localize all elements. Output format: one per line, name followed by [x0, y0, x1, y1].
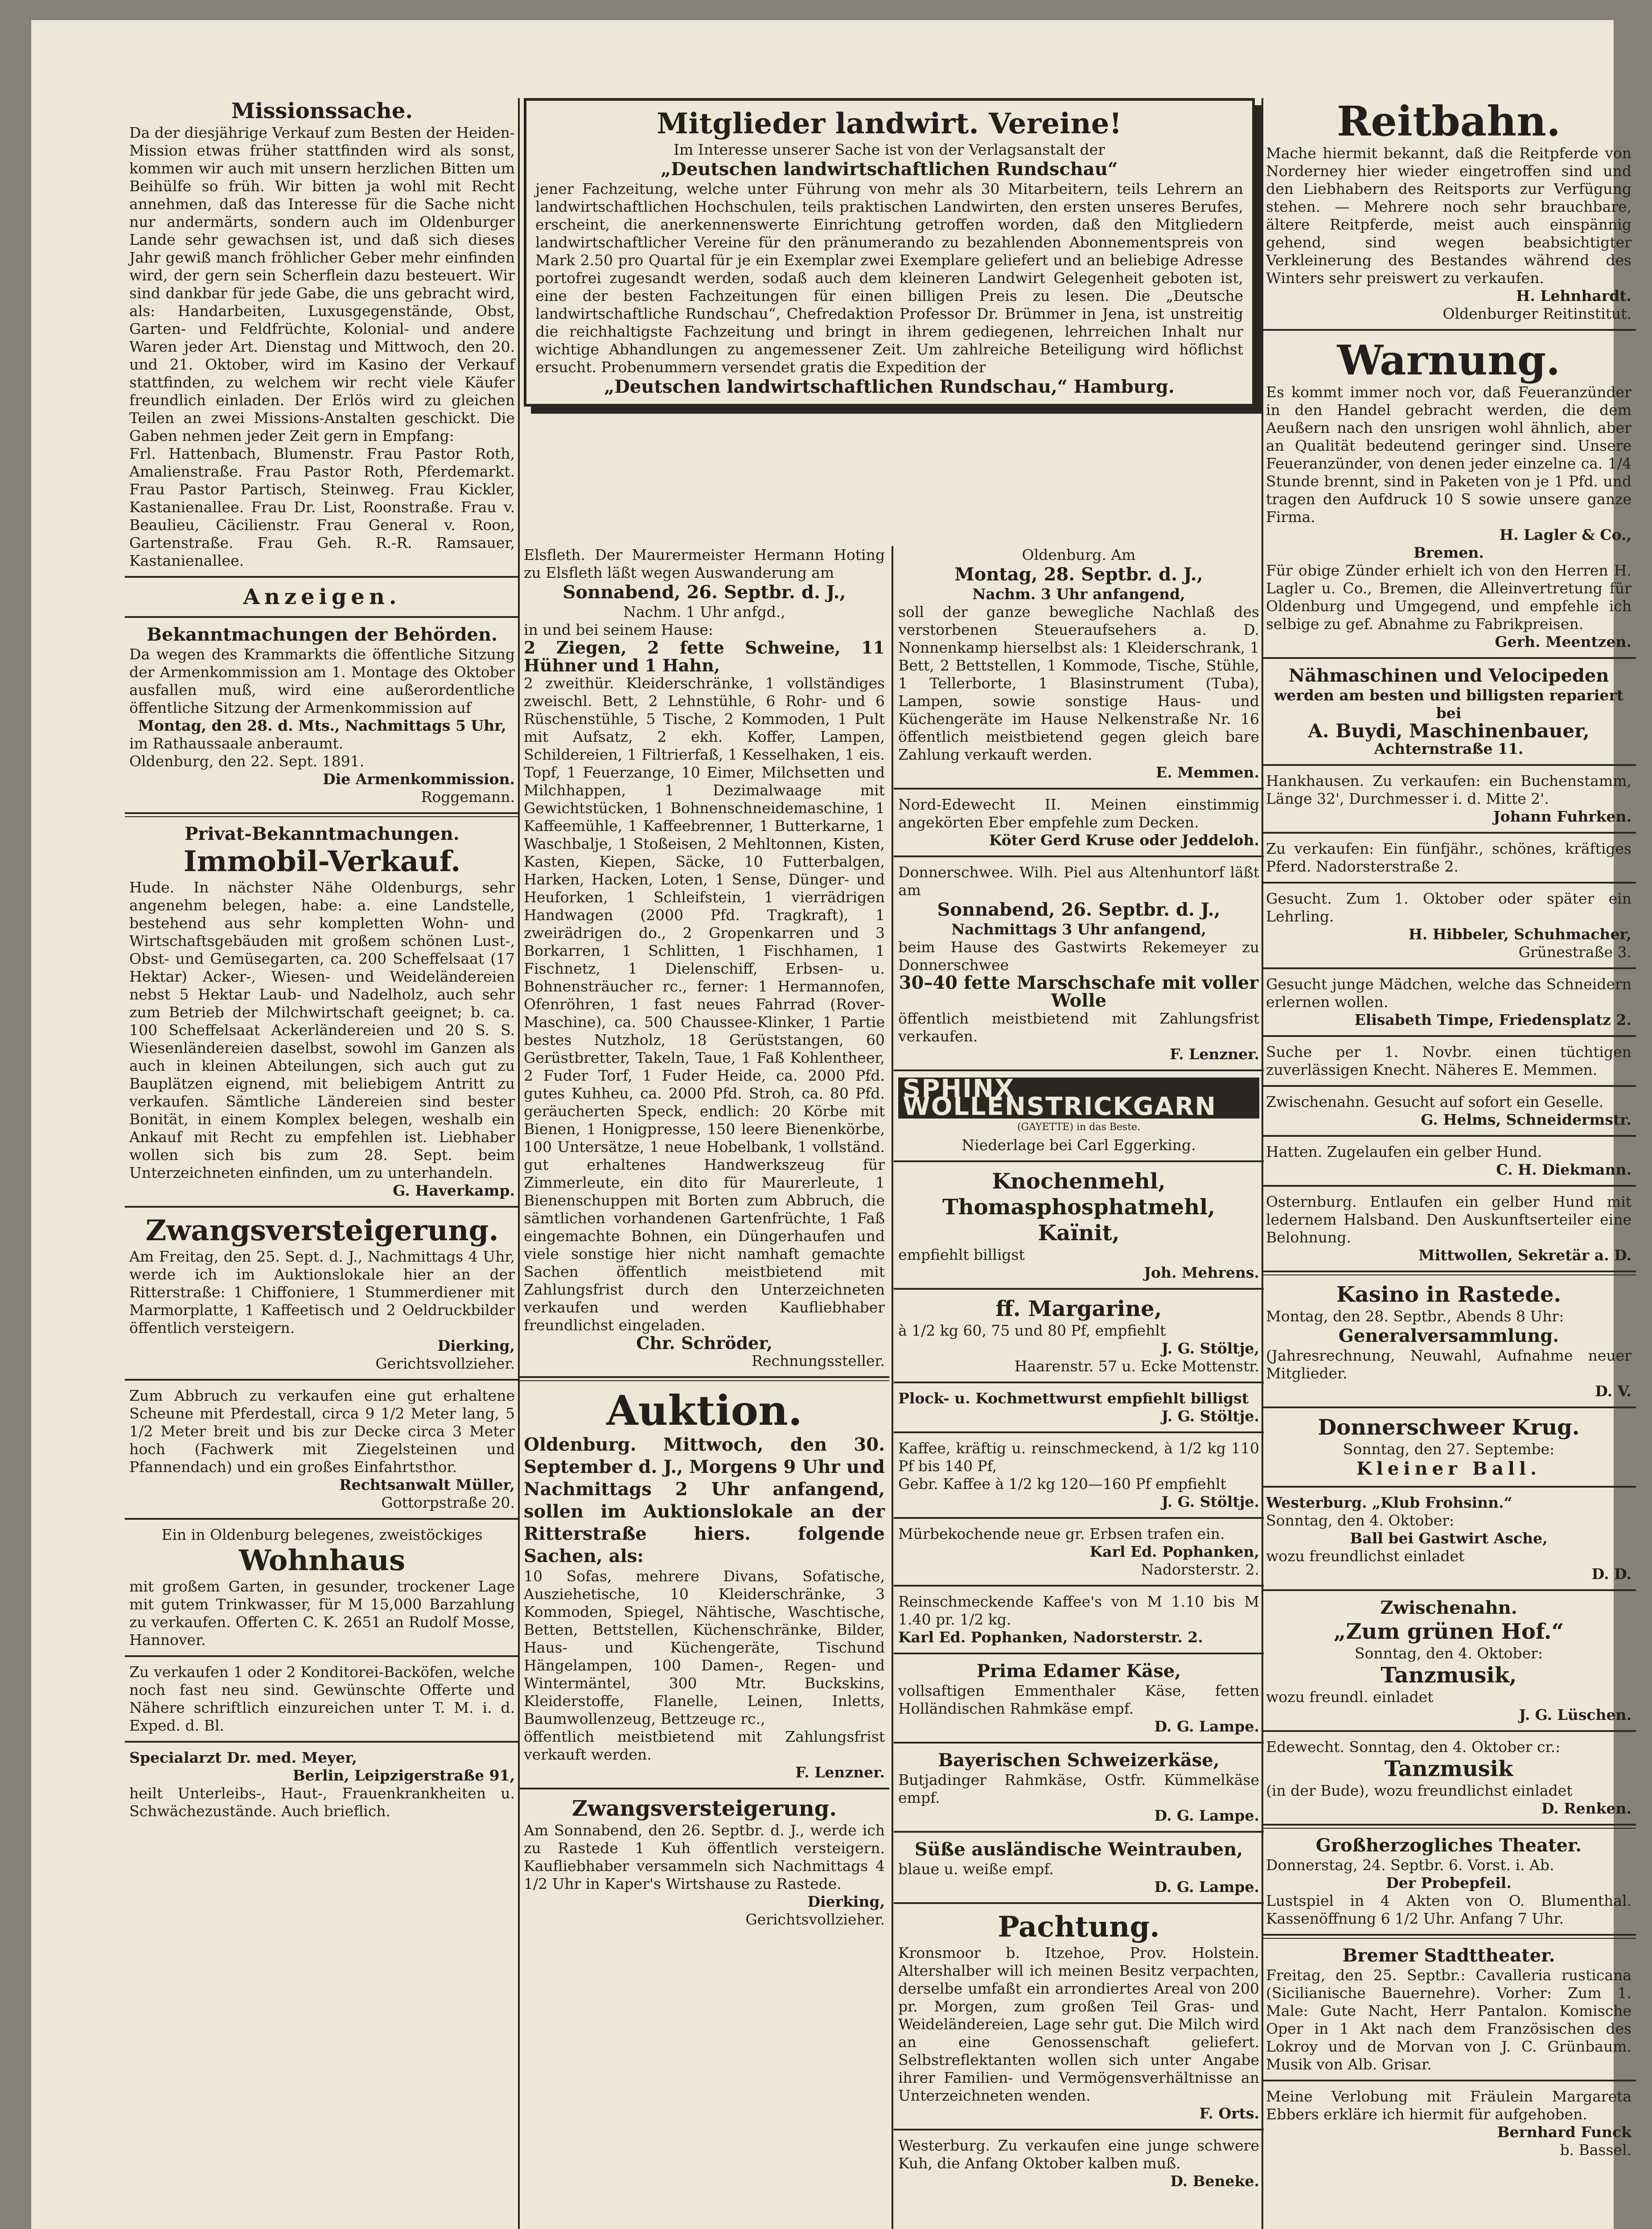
donner-items: 30–40 fette Marschschafe mit voller Wolle [899, 972, 1259, 1011]
arzt-title: Specialarzt Dr. med. Meyer, [129, 1749, 357, 1766]
frohsinn-ad [1262, 1494, 1636, 1583]
zwang2-sign: Dierking, [807, 1893, 885, 1910]
lagler-sign: H. Lagler & Co., [1499, 526, 1631, 543]
reit-text: Mache hiermit bekannt, daß die Reitpferde von Norderney hier wieder eingetroffen sind und den Liebhabern des Reitsports zur Verfügung stehen. — Mehrere noch sehr brauchbare, ältere Reitpferde, meist auch einspännig gehend, sind wegen beabsichtigter Verkleinerung des Bestandes während des Winters sehr preiswert zu verkaufen. [1266, 144, 1631, 287]
hof-title: Zwischenahn. [1380, 1597, 1517, 1618]
bremer-title: Bremer Stadttheater. [1342, 1945, 1555, 1966]
hof-event: Tanzmusik, [1381, 1663, 1517, 1688]
immobil-text: Hude. In nächster Nähe Oldenburgs, sehr angenehm belegen, habe: a. eine Landstelle, bestehend aus sehr kompletten Wohn- und Wirtschaftsgebäuden mit großem schönen Lust-, Obst- und Gemüsegarten, ca. 200 Scheffelsaat (17 Hektar) Acker-, Wiesen- und Weideländereien nebst 5 Hektar Laub- und Nadelholz, auch sehr zum Betrieb der Milchwirtschaft geeignet; b. ca. 100 Scheffelsaat Ackerländereien und 20 S. S. Wiesenländereien daselbst, sowohl im Ganzen als auch in kleinen Abteilungen, sich auch gut zu Bauplätzen eignend, mit beliebigem Antritt zu verkaufen. Sämtliche Ländereien sind bester Bonität, in einem Komplex belegen, weshalb ein Ankauf mit Recht zu empfehlen ist. Liebhaber wollen sich bis zum 28. Sept. beim Unterzeichneten einfinden, um zu unterhandeln. [129, 879, 515, 1181]
behoerden-name: Roggemann. [421, 788, 515, 806]
frohsinn-text: wozu freundlichst einladet [1266, 1547, 1465, 1565]
zwisch-ad [1262, 1093, 1636, 1129]
auktion-title: Auktion. [606, 1386, 802, 1435]
pferd-ad [1262, 840, 1636, 876]
behoerden-place: im Rathaussaale anberaumt. [129, 735, 344, 752]
wohnhaus-text: mit großem Garten, in gesunder, trockener Lage mit gutem Trinkwasser, für M 15,000 Barzahlung zu verkaufen. Offerten C. K. 2651 an Rudolf Mosse, Hannover. [129, 1578, 515, 1649]
divider [519, 1788, 889, 1789]
donner-text: Donnerschwee. Wilh. Piel aus Altenhuntorf läßt am [898, 864, 1259, 899]
divider [894, 1431, 1264, 1433]
zwang-ad [125, 1214, 519, 1373]
auktion-end: öffentlich meistbietend mit Zahlungsfrist verkauft werden. [524, 1728, 885, 1763]
kaffee-text2: Gebr. Kaffee à 1/2 kg 120—160 Pf empfiehlt [898, 1475, 1226, 1493]
verlobung-sign: Bernhard Funck [1497, 2123, 1631, 2141]
divider [1262, 1824, 1636, 1829]
oster-text: Osternburg. Entlaufen ein gelber Hund mit ledernem Halsband. Den Auskunftserteiler eine Belohnung. [1266, 1193, 1631, 1246]
behoerden-sign: Die Armenkommission. [323, 770, 515, 788]
divider [894, 855, 1264, 857]
erbsen-addr: Nadorsterstr. 2. [1141, 1561, 1259, 1578]
abbruch-addr: Gottorpstraße 20. [381, 1494, 515, 1511]
bayer-title: Bayerischen Schweizerkäse, [938, 1750, 1220, 1771]
divider [1262, 1730, 1636, 1732]
zwang2-text: Am Sonnabend, den 26. Septbr. d. J., werde ich zu Rastede 1 Kuh öffentlich versteigern. Kaufliebhaber versammeln sich Nachmittags 4 1/2 Uhr in Kaper's Wirtshause zu Rastede. [524, 1822, 885, 1892]
verlobung-text: Meine Verlobung mit Fräulein Margareta Ebbers erkläre ich hiermit für aufgehoben. [1266, 2088, 1631, 2123]
wohnhaus-title: Wohnhaus [239, 1544, 405, 1577]
reit-sign: H. Lehnhardt. [1516, 287, 1631, 304]
divider [125, 576, 519, 578]
zwang-title: Zwangsversteigerung. [145, 1214, 499, 1247]
hank-text: Hankhausen. Zu verkaufen: ein Buchenstamm, Länge 32', Durchmesser i. d. Mitte 2'. [1266, 772, 1631, 807]
naeh-addr: Achternstraße 11. [1374, 740, 1524, 757]
knochen-ad [894, 1168, 1264, 1282]
landwirt-paper2: „Deutschen landwirtschaftlichen Rundschau,“ Hamburg. [604, 376, 1175, 397]
divider [1262, 1406, 1636, 1408]
plock-sign: J. G. Stöltje. [1161, 1407, 1259, 1425]
edewecht-text: Edewecht. Sonntag, den 4. Oktober cr.: [1266, 1738, 1561, 1756]
kasino-text: Montag, den 28. Septbr., Abends 8 Uhr: [1266, 1308, 1564, 1325]
donner-end: öffentlich meistbietend mit Zahlungsfrist verkaufen. [898, 1010, 1259, 1045]
donner-sign: F. Lenzner. [1170, 1045, 1259, 1063]
column-4 [1262, 98, 1636, 2159]
divider [1262, 2080, 1636, 2081]
frohsinn-date: Sonntag, den 4. Oktober: [1266, 1512, 1455, 1529]
kasino-sign: D. V. [1595, 1382, 1631, 1400]
landwirt-text1: Im Interesse unserer Sache ist von der Verlagsanstalt der [673, 141, 1105, 158]
elsfleth-text2: 2 zweithür. Kleiderschränke, 1 vollständiges zweischl. Bett, 2 Lehnstühle, 6 Rohr- und 6 Rüschenstühle, 5 Tische, 2 Kommoden, 1 Pult mit Aufsatz, 2 ekh. Koffer, Lampen, Schildereien, 1 Filtrierfaß, 1 Kesselhaken, 1 eis. Topf, 1 Feuerzange, 10 Eimer, Milchsetten und Milchhappen, 1 Dezimalwaage mit Gewichtstücken, 1 Bohnenschneidemaschine, 1 Kaffeemühle, 1 Kaffeebrenner, 1 Butterkarne, 1 Waschbalje, 1 Stoßeisen, 2 Mehltonnen, Kisten, Kasten, Kiepen, Säcke, 10 Futterbalgen, Harken, Hacken, Loten, 1 Sense, Dünger- und Heuforken, 1 Schleifstein, 1 vierrädrigen Handwagen (2000 Pfd. Tragkraft), 1 zweirädrigen do., 2 Gropenkarren und 3 Borkarren, 1 Schlitten, 1 Fischhamen, 1 Fischnetz, 1 Dielenschiff, Erbsen- u. Bohnensträucher rc., ferner: 1 Hermannofen, Ofenröhren, 1 fast neues Fahrrad (Rover-Maschine), ca. 500 Chaussee-Klinker, 1 Partie bestes Nutzholz, 18 Gerüststangen, 60 Gerüstbretter, Takeln, Taue, 1 Faß Kohlentheer, 2 Fuder Torf, 1 Fuder Heide, ca. 2000 Pfd. gutes Kuhheu, ca. 2000 Pfd. Stroh, ca. 80 Pfd. geräucherten Speck, endlich: 20 Körbe mit Bienen, 1 Honigpresse, 150 leere Bienenkörbe, 100 Untersätze, 1 neue Hobelbank, 1 vollständ. gut erhaltenes Handwerkszeug für Zimmerleute, ein dito für Maurerleute, 1 Bienenschuppen mit Borten zum Abbruch, die sämtlichen vorhandenen Gartenfrüchte, 1 Faß eingemachte Bohnen, ein Düngerhaufen und viele sonstige hier nicht namhaft gemachte Sachen öffentlich meistbietend mit Zahlungsfrist durch den Unterzeichneten verkaufen und werden Kaufliebhaber freundlichst eingeladen. [524, 674, 885, 1334]
theater-play: Der Probepfeil. [1386, 1874, 1512, 1892]
montag-time: Nachm. 3 Uhr anfangend, [972, 585, 1185, 603]
lagler-text: Für obige Zünder erhielt ich von den Herren H. Lagler u. Co., Bremen, die Alleinvertretung für Oldenburg und Umgegend, und empfehle ich selbige zu gef. Abnahme zu Fabrikpreisen. [1266, 562, 1631, 633]
elsfleth-place: in und bei seinem Hause: [524, 621, 713, 638]
divider [894, 1831, 1264, 1833]
divider [519, 1376, 889, 1381]
montag-intro: Oldenburg. Am [1022, 546, 1136, 563]
newspaper-page [31, 20, 1631, 2229]
pacht-text: Kronsmoor b. Itzehoe, Prov. Holstein. Altershalber will ich meinen Besitz verpachten, derselbe umfaßt ein arrondiertes Areal von 200 pr. Morgen, zum großen Teil Gras- und Weideländereien, Lage sehr gut. Die Milch wird an eine Genossenschaft geliefert. Selbstreflektanten wollen sich unter Angabe ihrer Familien- und Vermögensverhältnisse an Unterzeichneten wenden. [898, 1944, 1259, 2104]
maedchen-text: Gesucht junge Mädchen, welche das Schneidern erlernen wollen. [1266, 975, 1631, 1011]
hof-ad [1262, 1597, 1636, 1724]
column-rule [892, 546, 893, 2229]
missions-names: Frl. Hattenbach, Blumenstr. Frau Pastor Roth, Amalienstraße. Frau Pastor Roth, Pferdemarkt. Frau Pastor Partisch, Steinweg. Frau Kickler, Kastanienallee. Frau Dr. List, Roonstraße. Frau v. Beaulieu, Cäcilienstr. Frau General v. Roon, Gartenstraße. Frau Geh. R.-R. Ramsauer, Kastanienallee. [129, 445, 515, 569]
divider [125, 1206, 519, 1208]
zwang-text: Am Freitag, den 25. Sept. d. J., Nachmittags 4 Uhr, werde ich im Auktionslokale hier an der Ritterstraße: 1 Chiffoniere, 1 Stummerdiener mit Marmorplatte, 1 Kaffeetisch und 2 Oeldruckbilder öffentlich versteigern. [129, 1248, 515, 1337]
divider [894, 1517, 1264, 1519]
divider [1262, 967, 1636, 969]
divider [894, 1653, 1264, 1654]
edamer-text: vollsaftigen Emmenthaler Käse, fetten Holländischen Rahmkäse empf. [898, 1682, 1259, 1717]
divider [125, 1741, 519, 1743]
landwirt-paper: „Deutschen landwirtschaftlichen Rundschau“ [661, 159, 1118, 180]
montag-text: soll der ganze bewegliche Nachlaß des verstorbenen Steueraufsehers a. D. Nonnenkamp hierselbst als: 1 Kleiderschrank, 1 Bett, 2 Bettstellen, 1 Kommode, Tische, Stühle, 1 Tellerborte, 1 Blasinstrument (Tuba), Lampen, sowie sonstige Haus- und Küchengeräte im Hause Nelkenstraße Nr. 16 öffentlich meistbietend gegen gleich bare Zahlung verkauft werden. [898, 603, 1259, 763]
divider [1262, 1934, 1636, 1939]
hof-name: „Zum grünen Hof.“ [1333, 1619, 1564, 1644]
margarine-title: ff. Margarine, [995, 1296, 1162, 1321]
plock-text: Plock- u. Kochmettwurst empfiehlt billigst [898, 1390, 1249, 1407]
divider [1262, 1135, 1636, 1137]
zwang-sign: Dierking, [437, 1337, 515, 1354]
warnung-text: Es kommt immer noch vor, daß Feueranzünder in den Handel gebracht werden, die dem Aeußern nach den unsrigen wohl ähnlich, aber an Qualität bedeutend geringer sind. Unsere Feueranzünder, von denen jeder einzelne ca. 1/4 Stunde brennt, sind in Paketen von je 1 Pfd. und tragen den Aufdruck 10 S sowie unsere ganze Firma. [1266, 383, 1631, 526]
pacht-title: Pachtung. [998, 1910, 1160, 1944]
missions-text: Da der diesjährige Verkauf zum Besten der Heiden-Mission etwas früher stattfinden wird als sonst, kommen wir auch mit unsern herzlichen Bitten um Beihülfe so früh. Wir bitten ja wohl mit Recht annehmen, daß das Interesse für die Sache nicht nur andermärts, sondern auch im Oldenburger Lande sehr gewachsen ist, und daß sich dieses Jahr gewiß manch fröhlicher Geber mehr einfinden wird, der gern sein Scherflein dazu besteuert. Wir sind dankbar für jede Gabe, die uns gebracht wird, als: Handarbeiten, Luxusgegenstände, Obst, Garten- und Feldfrüchte, Kolonial- und andere Waren jeder Art. Dienstag und Mittwoch, den 20. und 21. Oktober, wird im Kasino der Verkauf stattfinden, zu welchem wir recht viele Käufer freundlich einladen. Der Erlös wird zu gleichen Teilen an zwei Missions-Anstalten geschickt. Die Gaben nehmen jeder Zeit gern in Empfang: [129, 124, 515, 444]
kaffee-sign: J. G. Stöltje. [1161, 1493, 1259, 1510]
hund-ad [1262, 1143, 1636, 1179]
pacht-ad [894, 1910, 1264, 2122]
krug-date: Sonntag, den 27. Septembe: [1343, 1440, 1555, 1458]
wein-title: Süße ausländische Weintrauben, [914, 1839, 1243, 1860]
sphinx-text: Niederlage bei Carl Eggerking. [962, 1136, 1196, 1154]
naeh-title: Nähmaschinen und Velocipeden [1288, 665, 1609, 686]
hund-text: Hatten. Zugelaufen ein gelber Hund. [1266, 1143, 1542, 1160]
wohnhaus-intro: Ein in Oldenburg belegenes, zweistöckiges [161, 1526, 483, 1543]
maedchen-ad [1262, 975, 1636, 1029]
rein-text: Reinschmeckende Kaffee's von M 1.10 bis M 1.40 pr. 1/2 kg. [898, 1593, 1259, 1628]
divider [1262, 1185, 1636, 1187]
kasino-ad [1262, 1282, 1636, 1400]
erbsen-ad [894, 1525, 1264, 1579]
elsfleth-text: Elsfleth. Der Maurermeister Hermann Hoting zu Elsfleth läßt wegen Auswanderung am [524, 546, 885, 581]
divider [125, 1655, 519, 1657]
warnung-title: Warnung. [1337, 336, 1561, 384]
divider [894, 788, 1264, 790]
hof-date: Sonntag, den 4. Oktober: [1354, 1645, 1543, 1662]
wein-text: blaue u. weiße empf. [898, 1860, 1054, 1878]
lagler-city: Bremen. [1414, 544, 1484, 561]
theater-ad [1262, 1835, 1636, 1928]
lehrling-sign: H. Hibbeler, Schuhmacher, [1408, 925, 1631, 943]
frohsinn-sign: D. D. [1591, 1565, 1631, 1583]
knecht-text: Suche per 1. Novbr. einen tüchtigen zuverlässigen Knecht. Näheres E. Memmen. [1266, 1043, 1631, 1078]
nord-ad [894, 796, 1264, 849]
edamer-ad [894, 1661, 1264, 1735]
rein-ad [894, 1593, 1264, 1646]
donner-time: Nachmittags 3 Uhr anfangend, [951, 921, 1206, 938]
nord-sign: Köter Gerd Kruse oder Jeddeloh. [989, 831, 1259, 849]
nord-text: Nord-Edewecht II. Meinen einstimmig angekörten Eber empfehle zum Decken. [898, 796, 1259, 831]
kaffee-text: Kaffee, kräftig u. reinschmeckend, à 1/2 kg 110 Pf bis 140 Pf, [898, 1439, 1259, 1475]
behoerden-ad [125, 624, 519, 806]
landwirt-box-column [519, 98, 1264, 420]
lehrling-text: Gesucht. Zum 1. Oktober oder später ein Lehrling. [1266, 890, 1631, 925]
verlobung-ad [1262, 2088, 1636, 2159]
divider [125, 1379, 519, 1381]
naeh-text: werden am besten und billigsten repariert bei [1274, 687, 1624, 722]
warnung-ad [1262, 337, 1636, 651]
elsfleth-items1: 2 Ziegen, 2 fette Schweine, 11 Hühner und 1 Hahn, [524, 637, 885, 675]
krug-event: Kleiner Ball. [1356, 1458, 1541, 1479]
donner-ad [894, 864, 1264, 1063]
bayer-text: Butjadinger Rahmkäse, Ostfr. Kümmelkäse empf. [898, 1771, 1259, 1806]
divider [894, 1160, 1264, 1162]
divider [1262, 832, 1636, 834]
reit-inst: Oldenburger Reitinstitut. [1442, 305, 1631, 322]
auktion-text: Oldenburg. Mittwoch, den 30. September d. J., Morgens 9 Uhr und Nachmittags 2 Uhr anfangend, sollen im Auktionslokale an der Ritterstraße hiers. folgende Sachen, als: [524, 1434, 885, 1567]
divider [1262, 1486, 1636, 1488]
sphinx-ad [894, 1074, 1264, 1154]
divider [1262, 1589, 1636, 1591]
reit-title: Reitbahn. [1336, 97, 1561, 145]
knecht-ad [1262, 1043, 1636, 1079]
divider [1262, 1271, 1636, 1275]
edewecht-text2: (in der Bude), wozu freundlichst einladet [1266, 1782, 1573, 1799]
divider [894, 1585, 1264, 1587]
divider [894, 1382, 1264, 1383]
divider [1262, 657, 1636, 659]
zwang2-role: Gerichtsvollzieher. [745, 1911, 885, 1928]
divider [894, 1742, 1264, 1744]
bremer-text: Freitag, den 25. Septbr.: Cavalleria rusticana (Sicilianische Bauernehre). Vorher: Zum 1. Male: Gute Nacht, Herr Pantalon. Komische Oper in 1 Akt nach dem Französischen des Lokroy und de Morvan von J. C. Grünbaum. Musik von Alb. Grisar. [1266, 1966, 1631, 2073]
krug-title: Donnerschweer Krug. [1318, 1415, 1580, 1440]
behoerden-text: Da wegen des Krammarkts die öffentliche Sitzung der Armenkommission am 1. Montage des Oktober ausfallen muß, wird eine außerordentliche öffentliche Sitzung der Armenkommission auf [129, 646, 515, 716]
naeh-ad [1262, 665, 1636, 758]
wester-text: Westerburg. Zu verkaufen eine junge schwere Kuh, die Anfang Oktober kalben muß. [898, 2137, 1259, 2172]
sphinx-logo: SPHINX WOLLENSTRICKGARN [898, 1077, 1259, 1119]
hof-text: wozu freundl. einladet [1266, 1688, 1434, 1706]
divider [894, 2129, 1264, 2130]
margarine-text: à 1/2 kg 60, 75 und 80 Pf, empfiehlt [898, 1322, 1166, 1339]
auktion-sign: F. Lenzner. [795, 1764, 885, 1781]
divider [894, 1288, 1264, 1290]
behoerden-title: Bekanntmachungen der Behörden. [147, 624, 497, 645]
divider [1262, 1085, 1636, 1087]
lehrling-ad [1262, 890, 1636, 961]
bayer-ad [894, 1750, 1264, 1825]
divider [1262, 764, 1636, 766]
auktion-items: 10 Sofas, mehrere Divans, Sofatische, Ausziehetische, 10 Kleiderschränke, 3 Kommoden, Spiegel, Nähtische, Waschtische, Betten, Bettstellen, Küchenschränke, Bilder, Haus- und Küchengeräte, Tischund Hängelampen, 100 Damen-, Regen- und Wintermäntel, 300 Mtr. Buckskins, Kleiderstoffe, Flanelle, Leinen, Inletts, Baumwollenzeug, Bettzeuge rc., [524, 1567, 885, 1727]
oster-ad [1262, 1193, 1636, 1264]
pacht-sign: F. Orts. [1199, 2105, 1259, 2122]
knochen-text: empfiehlt billigst [898, 1246, 1025, 1263]
divider [125, 1518, 519, 1520]
wester-sign: D. Beneke. [1170, 2172, 1259, 2190]
landwirt-title: Mitglieder landwirt. Vereine! [657, 107, 1122, 140]
konditor-ad [125, 1663, 519, 1735]
theater-text: Lustspiel in 4 Akten von O. Blumenthal. Kassenöffnung 6 1/2 Uhr. Anfang 7 Uhr. [1266, 1892, 1631, 1927]
plock-ad [894, 1390, 1264, 1425]
montag-sign: E. Memmen. [1156, 764, 1259, 781]
naeh-sign: A. Buydi, Maschinenbauer, [1308, 720, 1590, 742]
margarine-addr: Haarenstr. 57 u. Ecke Mottenstr. [1014, 1357, 1259, 1375]
hof-sign: J. G. Lüschen. [1519, 1706, 1631, 1723]
immobil-sign: G. Haverkamp. [393, 1182, 515, 1199]
montag-ad [894, 546, 1264, 781]
bremer-ad [1262, 1945, 1636, 2073]
wester-ad [894, 2137, 1264, 2190]
frohsinn-event: Ball bei Gastwirt Asche, [1350, 1530, 1548, 1547]
abbruch-ad [125, 1387, 519, 1512]
zwang-role: Gerichtsvollzieher. [375, 1355, 515, 1372]
column-2 [519, 546, 889, 1929]
kaffee-ad [894, 1439, 1264, 1511]
arzt-ad [125, 1749, 519, 1820]
elsfleth-date: Sonnabend, 26. Septbr. d. J., [563, 582, 846, 603]
privat-title: Privat-Bekanntmachungen. [185, 823, 460, 844]
edewecht-event: Tanzmusik [1384, 1756, 1513, 1781]
auktion-ad [519, 1387, 889, 1781]
margarine-ad [894, 1296, 1264, 1375]
theater-date: Donnerstag, 24. Septbr. 6. Vorst. i. Ab. [1266, 1856, 1554, 1874]
missions-title: Missionssache. [231, 99, 413, 123]
krug-ad [1262, 1415, 1636, 1480]
divider [1262, 1035, 1636, 1037]
oster-sign: Mittwollen, Sekretär a. D. [1418, 1246, 1631, 1264]
zwang2-ad [519, 1796, 889, 1929]
divider [894, 1902, 1264, 1904]
bayer-sign: D. G. Lampe. [1154, 1807, 1259, 1824]
column-1 [125, 98, 519, 1820]
zwang2-title: Zwangsversteigerung. [571, 1796, 837, 1821]
abbruch-text: Zum Abbruch zu verkaufen eine gut erhaltene Scheune mit Pferdestall, circa 9 1/2 Meter lang, 5 1/2 Meter breit und bis zur Decke circa 3 Meter hoch (Fachwerk mit Ziegelsteinen und Pfannendach) und ein großes Einfahrtsthor. [129, 1387, 515, 1476]
wein-ad [894, 1839, 1264, 1896]
kasino-agenda: (Jahresrechnung, Neuwahl, Aufnahme neuer Mitglieder. [1266, 1347, 1631, 1382]
divider [894, 1069, 1264, 1071]
missions-ad [125, 98, 519, 570]
divider [125, 616, 519, 618]
elsfleth-ad [519, 546, 889, 1370]
behoerden-dateline: Oldenburg, den 22. Sept. 1891. [129, 753, 365, 770]
immobil-title: Immobil-Verkauf. [183, 845, 461, 878]
konditor-text: Zu verkaufen 1 oder 2 Konditorei-Backöfen, welche noch fast neu sind. Gewünschte Offerte und Nähere schriftlich einzureichen unter T. M. i. d. Exped. d. Bl. [129, 1663, 515, 1734]
sphinx-small: (GAYETTE) in das Beste. [1017, 1122, 1141, 1133]
margarine-sign: J. G. Stöltje, [1161, 1340, 1259, 1357]
lehrling-addr: Grünestraße 3. [1518, 943, 1631, 961]
donner-place: beim Hause des Gastwirts Rekemeyer zu Donnerschwee [898, 938, 1259, 974]
kasino-title: Kasino in Rastede. [1336, 1282, 1562, 1307]
column-3 [894, 546, 1264, 2190]
wohnhaus-ad [125, 1526, 519, 1649]
abbruch-sign: Rechtsanwalt Müller, [339, 1476, 515, 1493]
anzeigen-title: Anzeigen. [243, 584, 401, 609]
theater-title: Großherzogliches Theater. [1315, 1835, 1582, 1856]
elsfleth-role: Rechnungssteller. [752, 1352, 885, 1369]
arzt-addr: Berlin, Leipzigerstraße 91, [292, 1767, 515, 1784]
edewecht-sign: D. Renken. [1541, 1800, 1631, 1817]
landwirt-text2: jener Fachzeitung, welche unter Führung von mehr als 30 Mitarbeitern, teils Lehrern an landwirtschaftlichen Hochschulen, teils praktischen Landwirten, den ersten unseres Berufes, erscheint, die anerkennenswerte Einrichtung getroffen worden, daß den Mitgliedern landwirtschaftlicher Vereine für den pränumerando zu bezahlenden Abonnementspreis von Mark 2.50 pro Quartal für je ein Exemplar zwei Exemplare geliefert und an beliebige Adresse portofrei zugesandt werden, sodaß auch dem kleineren Landwirt Gelegenheit geboten ist, eine der besten Fachzeitungen für einen billigen Preis zu lesen. Die „Deutsche landwirtschaftliche Rundschau“, Chefredaktion Professor Dr. Brümmer in Jena, ist unstreitig die reichhaltigste Fachzeitung und bringt in ihrem gediegenen, lehrreichen Inhalt nur wichtige Abhandlungen zu angemessener Zeit. Um zahlreiche Beteiligung wird höflichst ersucht. Probenummern versendet gratis die Expedition der [535, 180, 1243, 376]
edamer-title: Prima Edamer Käse, [976, 1661, 1181, 1682]
landwirt-box [524, 98, 1255, 407]
edewecht-ad [1262, 1738, 1636, 1818]
edamer-sign: D. G. Lampe. [1154, 1718, 1259, 1735]
pferd-text: Zu verkaufen: Ein fünfjähr., schönes, kräftiges Pferd. Nadorsterstraße 2. [1266, 840, 1631, 875]
donner-date: Sonnabend, 26. Septbr. d. J., [937, 899, 1221, 920]
maedchen-sign: Elisabeth Timpe, Friedensplatz 2. [1354, 1011, 1631, 1028]
rein-sign: Karl Ed. Pophanken, Nadorsterstr. 2. [898, 1629, 1203, 1646]
hank-sign: Johann Fuhrken. [1493, 808, 1631, 825]
divider [1262, 329, 1636, 331]
erbsen-text: Mürbekochende neue gr. Erbsen trafen ein. [898, 1525, 1225, 1542]
knochen-sign: Joh. Mehrens. [1144, 1264, 1259, 1281]
wein-sign: D. G. Lampe. [1154, 1878, 1259, 1896]
knochen-title: Knochenmehl, Thomasphosphatmehl, Kaïnit, [942, 1169, 1215, 1246]
verlobung-place: b. Bassel. [1560, 2141, 1631, 2159]
lagler-agent: Gerh. Meentzen. [1495, 633, 1631, 650]
frohsinn-title: Westerburg. „Klub Frohsinn.“ [1266, 1494, 1512, 1511]
hund-sign: C. H. Diekmann. [1496, 1161, 1631, 1178]
arzt-text: heilt Unterleibs-, Haut-, Frauenkrankheiten u. Schwächezustände. Auch brieflich. [129, 1785, 515, 1820]
zwisch-text: Zwischenahn. Gesucht auf sofort ein Geselle. [1266, 1093, 1604, 1110]
reit-ad [1262, 98, 1636, 323]
hank-ad [1262, 772, 1636, 826]
divider [1262, 882, 1636, 884]
behoerden-date: Montag, den 28. d. Mts., Nachmittags 5 Uhr, [138, 717, 506, 734]
immobil-ad [125, 823, 519, 1200]
kasino-gv: Generalversammlung. [1338, 1325, 1559, 1346]
elsfleth-sign: Chr. Schröder, [636, 1333, 773, 1353]
montag-date: Montag, 28. Septbr. d. J., [954, 564, 1203, 585]
divider [125, 812, 519, 817]
elsfleth-time: Nachm. 1 Uhr anfgd., [623, 603, 785, 621]
erbsen-sign: Karl Ed. Pophanken, [1089, 1543, 1259, 1560]
zwisch-sign: G. Helms, Schneidermstr. [1421, 1111, 1631, 1128]
